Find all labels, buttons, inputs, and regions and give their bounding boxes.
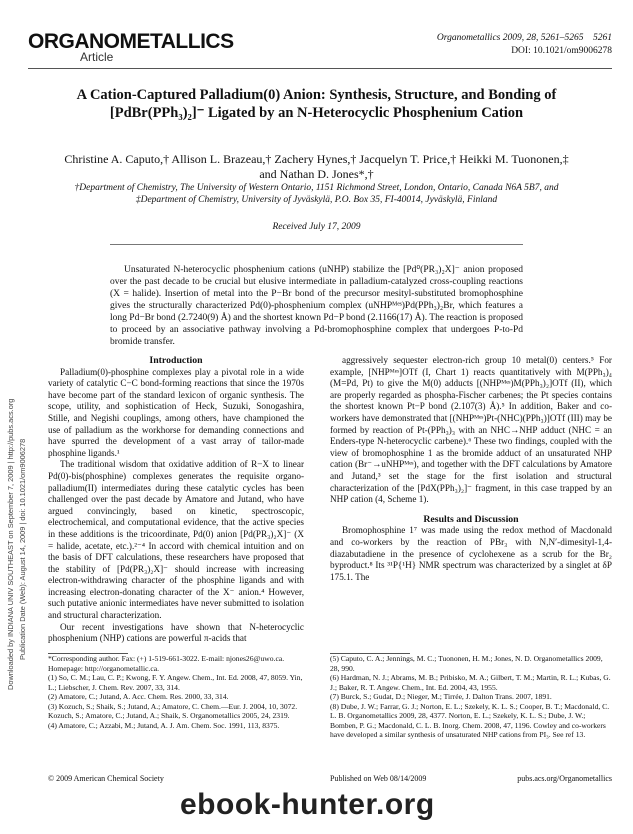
article-title: A Cation-Captured Palladium(0) Anion: Synthesis, Structure, and Bonding of [PdBr(PPh₃)₂]⁻ Ligated by an N-Heterocyclic Phosphenium Cation — [76, 87, 557, 121]
watermark: ebook-hunter.org — [180, 788, 435, 821]
doi: DOI: 10.1021/om9006278 — [511, 46, 612, 56]
journal-url[interactable]: pubs.acs.org/Organometallics — [517, 774, 612, 783]
journal-citation — [400, 33, 612, 43]
page-number: 5261 — [593, 33, 612, 43]
footnote: *Corresponding author. Fax: (+) 1-519-661-3022. E-mail: njones26@uwo.ca. Homepage: http://organometallic.ca. — [48, 654, 285, 673]
footnote[interactable]: (5) Caputo, C. A.; Jennings, M. C.; Tuononen, H. M.; Jones, N. D. Organometallics 2009, 28, 990. — [330, 654, 603, 673]
footnotes-left — [48, 653, 304, 730]
article-type-label: Article — [80, 50, 114, 64]
received-date: Received July 17, 2009 — [272, 222, 361, 232]
paragraph: Bromophosphine 1⁷ was made using the redox method of Macdonald and co-workers by the reaction of PBr₃ with N,N′-dimesityl-1,4-diazabutadiene in the presence of cyclohexene as a scrub for the Br₂ byproduct.⁸ Its ³¹P{¹H} NMR spectrum was characterized by a singlet at δP 175.1. The — [330, 525, 612, 582]
copyright: © 2009 American Chemical Society — [48, 774, 164, 783]
header-divider — [28, 68, 612, 69]
footnote[interactable]: (2) Amatore, C.; Jutand, A. Acc. Chem. Res. 2000, 33, 314. — [48, 692, 229, 701]
paragraph: The traditional wisdom that oxidative addition of R−X to linear Pd(0)-bis(phosphine) complexes generates the requisite organo-palladium(II) intermediates during these catalytic cycles has been challenged over the past decade by Amatore and Jutand, who have argued convincingly, based on kinetic, spectroscopic, electrochemical, and computational evidence, that the active species in these additions is the tricoordinate, Pd(0) anion [Pd(PR₃)₂X]⁻ (X = halide, acetate, etc.).²⁻⁴ In accord with chemical intuition and on the basis of DFT calculations, these researchers have proposed that the stability of [Pd(PR₃)₂X]⁻ should increase with increasing electron-withdrawing character of the phosphine ligands and with increasing electron-donating character of the X⁻ anion.⁴ However, such putative anionic intermediates have never submitted to isolation and structural characterization. — [48, 459, 304, 621]
publication-date: Published on Web 08/14/2009 — [330, 774, 427, 783]
abstract — [110, 264, 523, 348]
section-heading-introduction: Introduction — [149, 355, 203, 366]
footnote[interactable]: (8) Dube, J. W.; Farrar, G. J.; Norton, E. L.; Szekely, K. L. S.; Cooper, B. T.; Macdonald, C. L. B. Organometallics 2009, 28, 4377. Norton, E. L.; Szekely, K. L. S.; Dube, J. W.; Bomben, P. G.; Macdonald, C. L. B. Inorg. Chem. 2008, 47, 1196. Cowley and co-workers have developed a similar synthesis of unsaturated NHP cations from PI₃. See ref 13. — [330, 701, 610, 739]
footnote[interactable]: (1) So, C. M.; Lau, C. P.; Kwong, F. Y. Angew. Chem., Int. Ed. 2008, 47, 8059. Yin, L.; Liebscher, J. Chem. Rev. 2007, 33, 314. — [48, 673, 303, 692]
affiliations: †Department of Chemistry, The University of Western Ontario, 1151 Richmond Street, London, Ontario, Canada N6A 5B7, and ‡Department of Chemistry, University of Jyväskylä, P.O. Box 35, FI-40014, Jyväskylä, Finland — [74, 183, 559, 205]
right-column — [330, 355, 612, 583]
author-list: Christine A. Caputo,† Allison L. Brazeau,† Zachery Hynes,† Jacquelyn T. Price,† Heikki M. Tuononen,‡ and Nathan D. Jones*,† — [64, 152, 569, 181]
sidebar-line-download: Downloaded by INDIANA UNIV SOUTHEAST on September 7, 2009 | http://pubs.acs.org — [6, 398, 15, 690]
paragraph: aggressively sequester electron-rich group 10 metal(0) centers.⁵ For example, [NHPᴹᵉˢ]OTf (I, Chart 1) reacts quantitatively with M(PPh₃)₄ (M=Pd, Pt) to give the M(0) adducts [(NHPᴹᵉˢ)M(PPh₃)₂]OTf (II), which are properly regarded as phospha-Fischer carbenes; the Pt species contains the shortest known Pt−P bond (2.107(3) Å).⁵ In addition, Baker and co-workers have demonstrated that [(NHPᴹᵉˢ)Pt-(NHC)(PPh₃)]OTf (III) may be formed by reaction of Pt-(PPh₃)₃ with an NHC→NHP adduct (NHC = an Enders-type N-heterocyclic carbene).⁶ These two findings, coupled with the view of bromophosphine 1 as the bromide adduct of an unsaturated NHP cation (Br⁻→uNHPᴹᵉˢ), and together with the DFT calculations by Amatore and Jutand,³ set the stage for the first isolation and structural characterization of the [PdX(PPh₃)₂]⁻ fragment, in this case trapped by an NHP cation (4, Scheme 1). — [330, 355, 612, 505]
paragraph: Palladium(0)-phosphine complexes play a pivotal role in a wide variety of catalytic C−C bond-forming reactions that since the 1970s have become part of the standard lexicon of organic synthesis. The scope, utility, and sophistication of Heck, Suzuki, Sonogashira, Stille, and Negishi couplings, among others, have championed the use of palladium as the workhorse for demanding connections and have spurred the development of a vast array of tailor-made phosphine ligands.¹ — [48, 366, 304, 458]
footnote[interactable]: (4) Amatore, C.; Azzabi, M.; Jutand, A. J. Am. Chem. Soc. 1991, 113, 8375. — [48, 720, 280, 730]
footnote[interactable]: (6) Hardman, N. J.; Abrams, M. B.; Pribisko, M. A.; Gilbert, T. M.; Martin, R. L.; Kubas, G. J.; Baker, R. T. Angew. Chem., Int. Ed. 2004, 43, 1955. — [330, 673, 611, 692]
citation-text: Organometallics 2009, 28, 5261–5265 — [436, 33, 584, 43]
paragraph: Our recent investigations have shown that N-heterocyclic phosphenium (NHP) cations are powerful π-acids that — [48, 621, 304, 644]
footnote[interactable]: (3) Kozuch, S.; Shaik, S.; Jutand, A.; Amatore, C. Chem.—Eur. J. 2004, 10, 3072. Kozuch, S.; Amatore, C.; Jutand, A.; Shaik, S. Organometallics 2005, 24, 2319. — [48, 701, 298, 720]
sidebar-line-publication: Publication Date (Web): August 14, 2009 | doi: 10.1021/om9006278 — [18, 438, 27, 660]
left-column — [48, 355, 304, 645]
download-sidebar — [2, 260, 36, 700]
abstract-divider — [110, 244, 523, 245]
journal-logo: ORGANOMETALLICS — [28, 30, 234, 53]
abstract-text: Unsaturated N-heterocyclic phosphenium cations (uNHP) stabilize the [Pd⁰(PR₃)₂X]⁻ anion proposed over the past decade to be crucial but elusive intermediate in palladium-catalyzed cross-coupling reactions (X = halide). Insertion of metal into the P−Br bond of the precursor mesityl-substituted bromophosphine gives the structurally characterized Pd(0)-phosphenium complex (uNHPᴹᵉˢ)Pd(PPh₃)₂Br, which features a long Pd−Br bond (2.7240(9) Å) and the shortest known Pd−P bond (2.1166(17) Å). The reaction is proposed to proceed by an associative pathway involving a Pd-bromophosphine complex that undergoes P-to-Pd bromide transfer. — [110, 265, 523, 347]
section-heading-results: Results and Discussion — [423, 513, 519, 525]
footnotes-right — [330, 653, 612, 740]
footnote[interactable]: (7) Burck, S.; Gudat, D.; Nieger, M.; Tirrée, J. Dalton Trans. 2007, 1891. — [330, 692, 552, 701]
